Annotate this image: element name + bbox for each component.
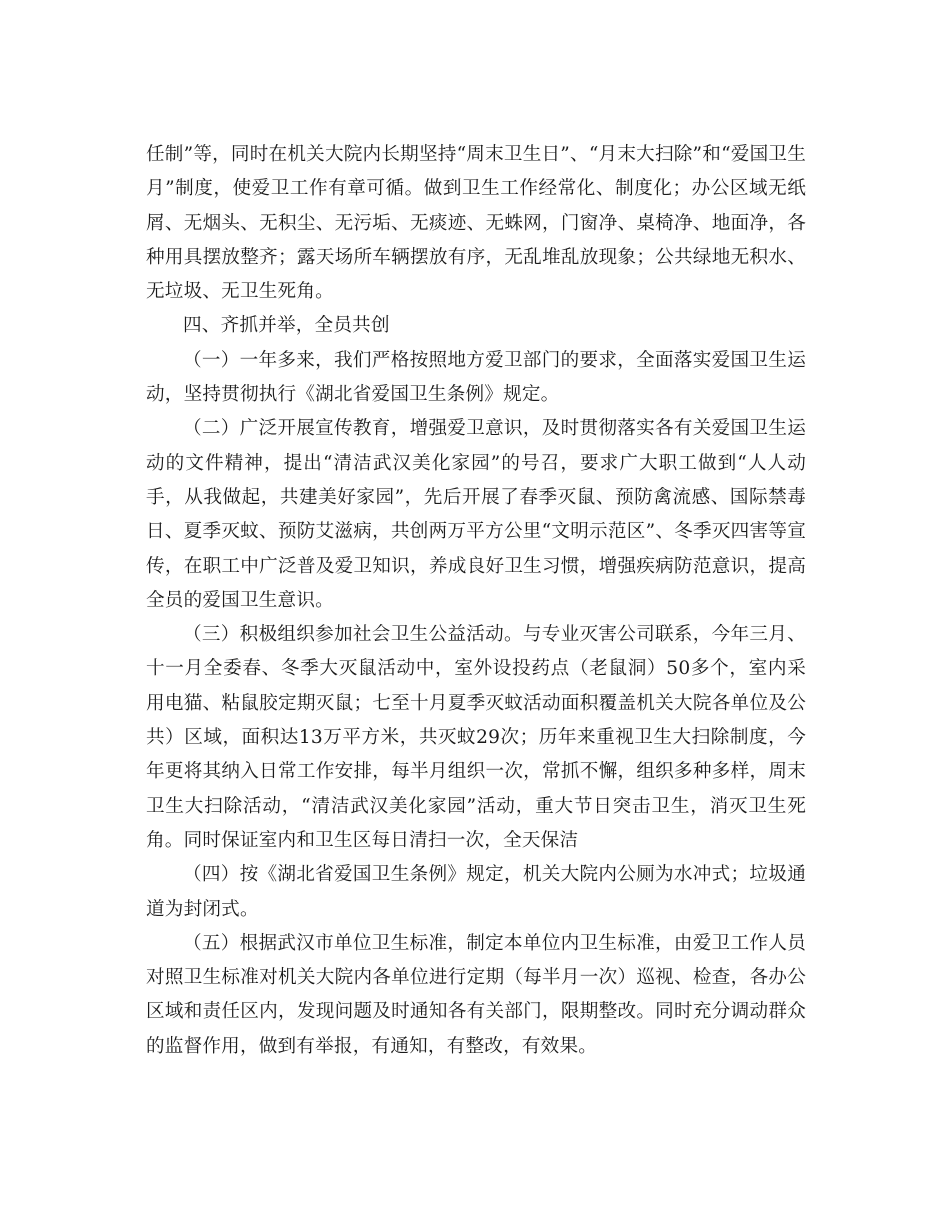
paragraph-item-5: （五）根据武汉市单位卫生标准，制定本单位内卫生标准，由爱卫工作人员对照卫生标准对机关大院内各单位进行定期（每半月一次）巡视、检查，各办公区域和责任区内，发现问题及时通知各有关部门，限期整改。同时充分调动群众的监督作用，做到有举报，有通知，有整改，有效果。: [146, 932, 806, 1057]
document-body: [146, 138, 806, 1064]
paragraph-item-1: （一）一年多来，我们严格按照地方爱卫部门的要求，全面落实爱国卫生运动，坚持贯彻执行《湖北省爱国卫生条例》规定。: [146, 349, 806, 406]
paragraph-continuation: 任制”等，同时在机关大院内长期坚持“周末卫生日”、“月末大扫除”和“爱国卫生月”制度，使爱卫工作有章可循。做到卫生工作经常化、制度化；办公区域无纸屑、无烟头、无积尘、无污垢、无痰迹、无蛛网，门窗净、桌椅净、地面净，各种用具摆放整齐；露天场所车辆摆放有序，无乱堆乱放现象；公共绿地无积水、无垃圾、无卫生死角。: [146, 144, 806, 303]
paragraph-item-2: （二）广泛开展宣传教育，增强爱卫意识，及时贯彻落实各有关爱国卫生运动的文件精神，提出“清洁武汉美化家园”的号召，要求广大职工做到“人人动手，从我做起，共建美好家园”，先后开展了春季灭鼠、预防禽流感、国际禁毒日、夏季灭蚊、预防艾滋病，共创两万平方公里“文明示范区”、冬季灭四害等宣传，在职工中广泛普及爱卫知识，养成良好卫生习惯，增强疾病防范意识，提高全员的爱国卫生意识。: [146, 418, 806, 611]
paragraph-item-4: （四）按《湖北省爱国卫生条例》规定，机关大院内公厕为水冲式；垃圾通道为封闭式。: [146, 864, 806, 920]
paragraph-item-3: （三）积极组织参加社会卫生公益活动。与专业灭害公司联系，今年三月、十一月全委春、冬季大灭鼠活动中，室外设投药点（老鼠洞）50多个，室内采用电猫、粘鼠胶定期灭鼠；七至十月夏季灭蚊活动面积覆盖机关大院各单位及公共）区域，面积达13万平方米，共灭蚊29次；历年来重视卫生大扫除制度，今年更将其纳入日常工作安排，每半月组织一次，常抓不懈，组织多种多样，周末卫生大扫除活动，“清洁武汉美化家园”活动，重大节日突击卫生，消灭卫生死角。同时保证室内和卫生区每日清扫一次，全天保洁: [146, 624, 806, 851]
section-heading-four: 四、齐抓并举，全员共创: [183, 315, 390, 337]
